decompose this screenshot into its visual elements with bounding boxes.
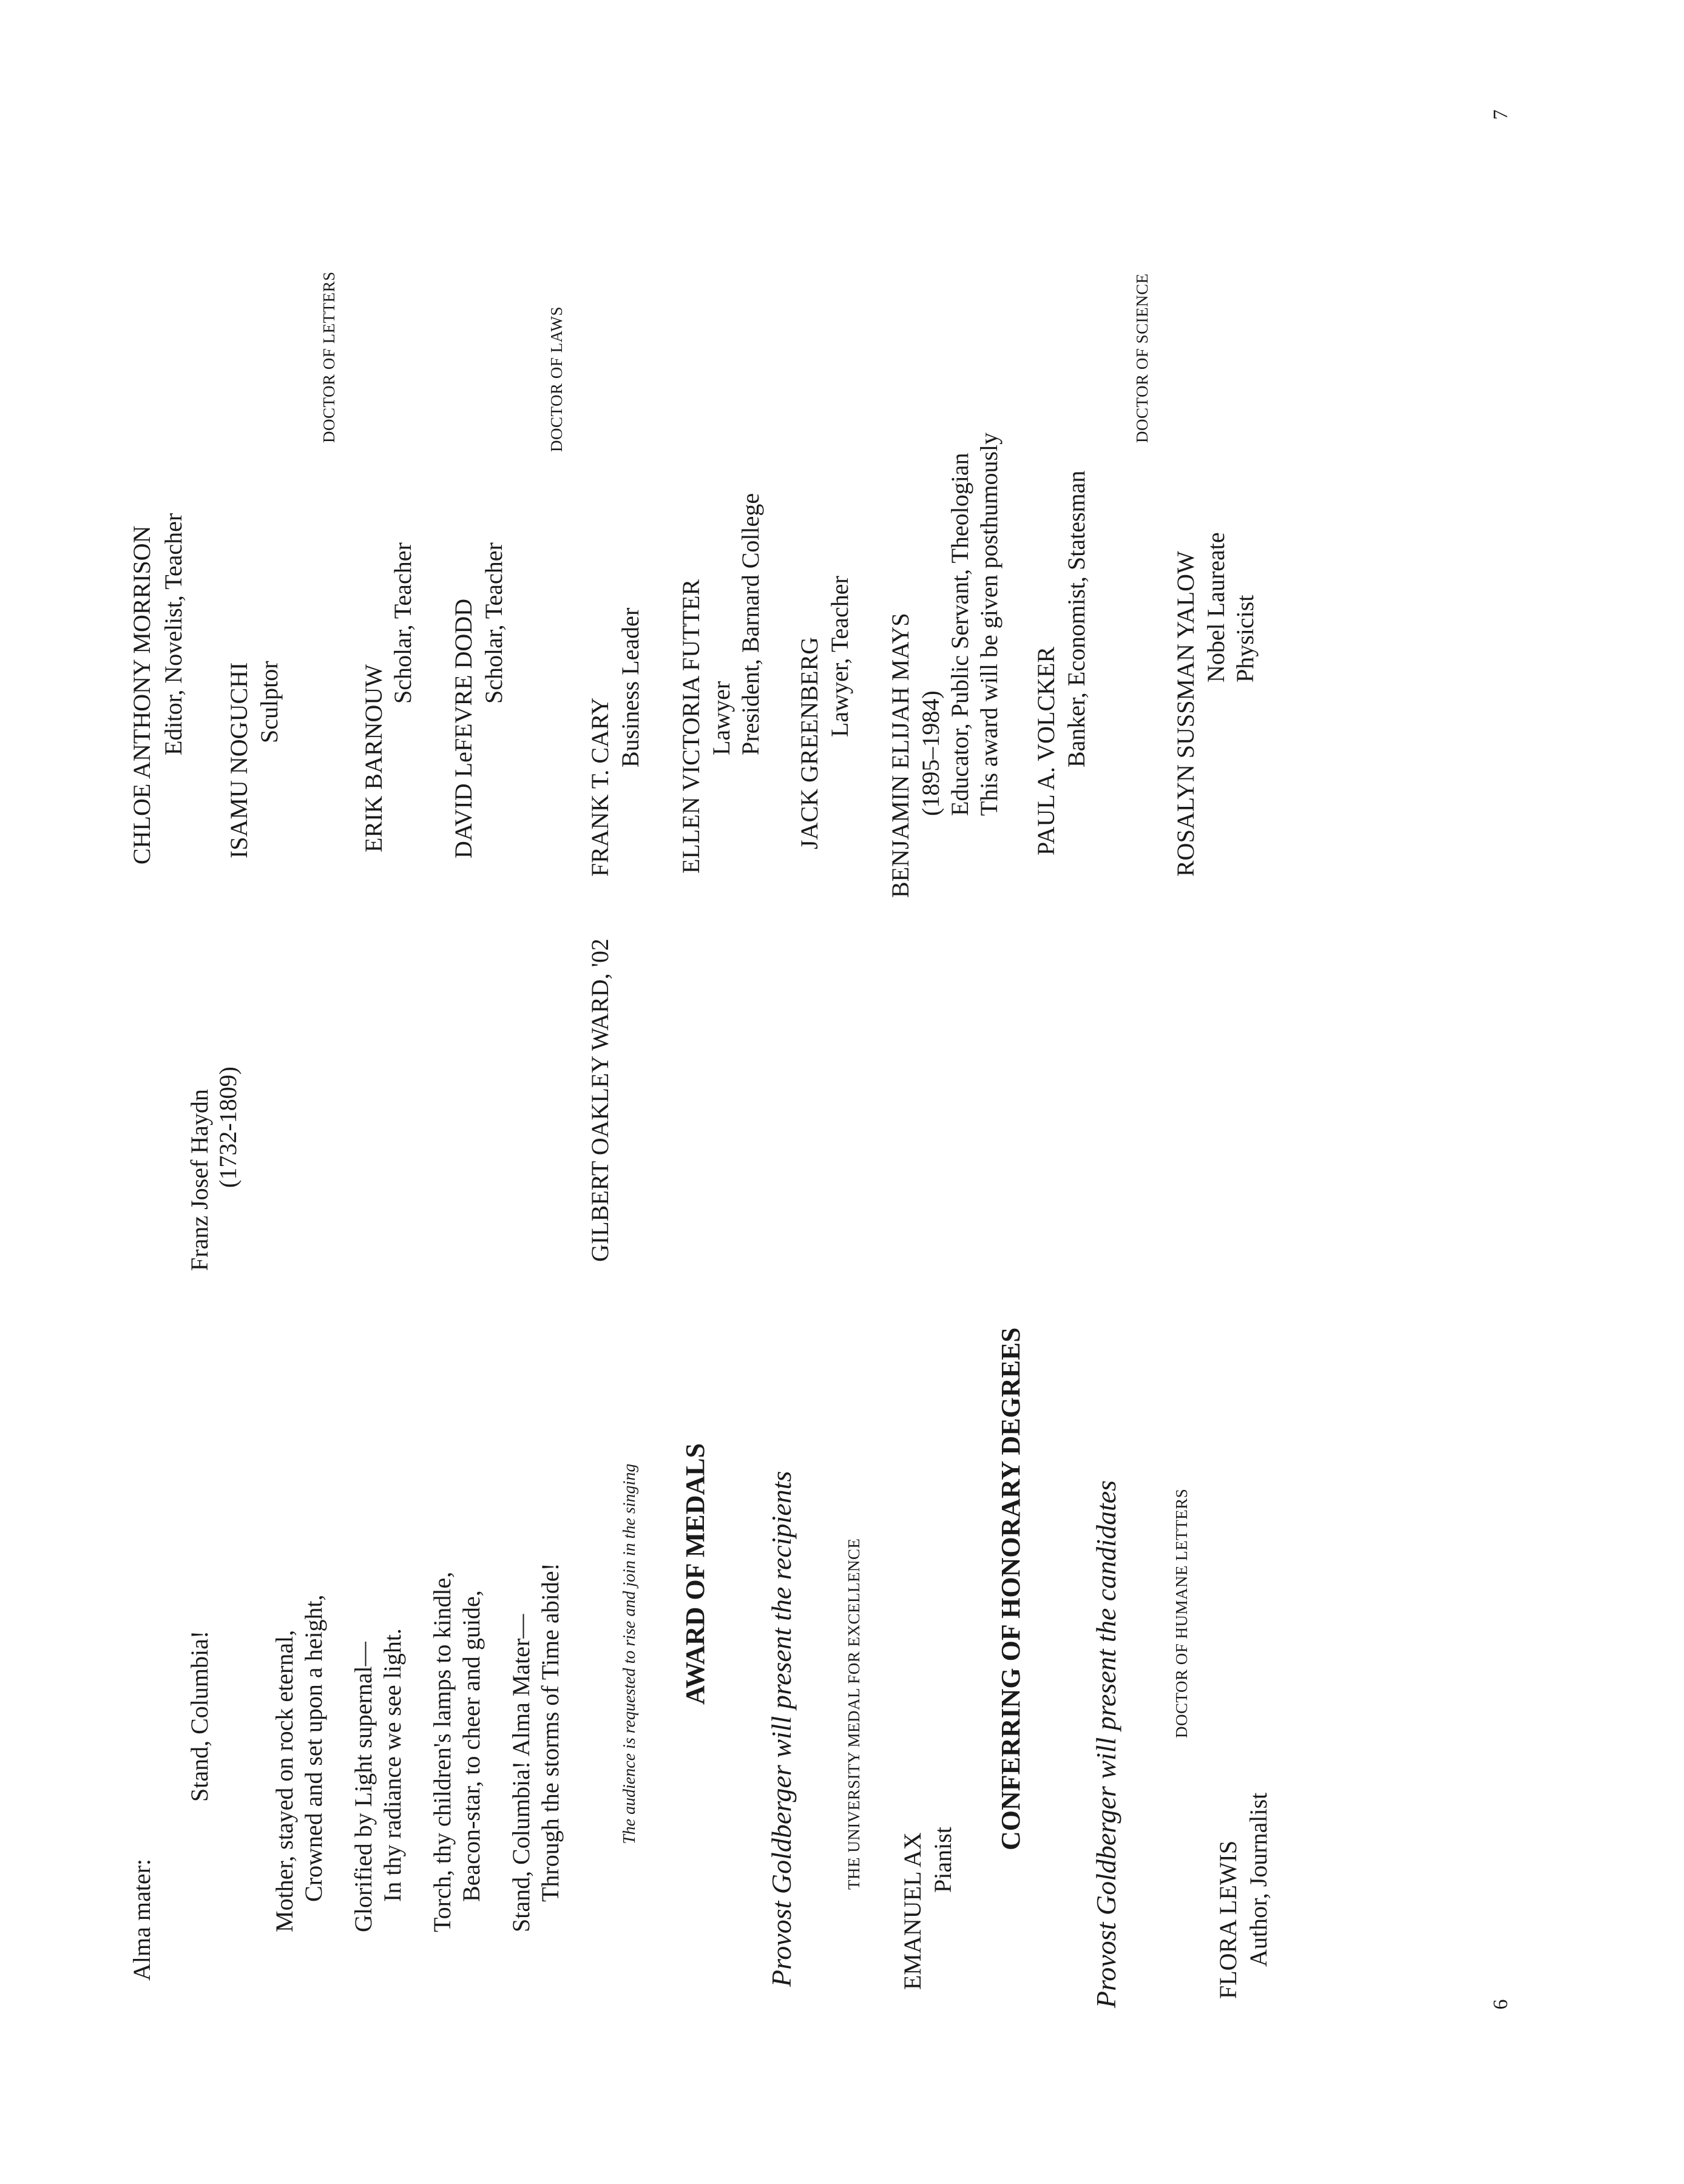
composer-name: Franz Josef Haydn xyxy=(186,1089,213,1271)
stanza-line: Torch, thy children's lamps to kindle, xyxy=(428,1571,456,1932)
honorary-heading: CONFERRING OF HONORARY DEGREES xyxy=(996,1327,1026,1850)
recipient-name: DAVID LeFEVRE DODD xyxy=(450,598,477,858)
recipient-desc: This award will be given posthumously xyxy=(975,432,1003,816)
recipient-desc: Author, Journalist xyxy=(1245,1792,1272,1967)
page-number-left: 6 xyxy=(1489,1999,1512,2010)
recipient-desc: Nobel Laureate xyxy=(1202,532,1229,682)
recipient-desc: Scholar, Teacher xyxy=(389,542,416,704)
recipient-desc: Lawyer, Teacher xyxy=(826,576,853,737)
recipient-name: BENJAMIN ELIJAH MAYS xyxy=(887,613,914,898)
stanza-line: Mother, stayed on rock eternal, xyxy=(271,1630,298,1932)
degree-label-letters: DOCTOR OF LETTERS xyxy=(320,271,338,443)
stanza-line: Glorified by Light supernal— xyxy=(350,1642,377,1932)
recipient-name: PAUL A. VOLCKER xyxy=(1032,646,1060,855)
medal-recipient-name: EMANUEL AX xyxy=(899,1832,926,1990)
alma-mater-title: Stand, Columbia! xyxy=(186,1630,213,1802)
recipient-name: CHLOE ANTHONY MORRISON xyxy=(128,525,155,864)
recipient-name: ISAMU NOGUCHI xyxy=(225,662,252,858)
recipient-name: FRANK T. CARY xyxy=(586,697,614,877)
stanza-line: Through the storms of Time abide! xyxy=(536,1563,564,1902)
stanza-2 xyxy=(349,1628,407,1932)
medal-recipient-desc: Pianist xyxy=(929,1827,956,1893)
stanza-line: Stand, Columbia! Alma Mater— xyxy=(507,1614,535,1932)
recipient-desc: Editor, Novelist, Teacher xyxy=(160,513,187,755)
alma-mater-label: Alma mater: xyxy=(128,1858,155,1981)
stanza-4 xyxy=(507,1563,565,1932)
stanza-3 xyxy=(428,1572,486,1932)
audience-note: The audience is requested to rise and join in the singing xyxy=(620,1463,639,1844)
recipient-desc: Scholar, Teacher xyxy=(480,542,507,704)
stanza-line: Crowned and set upon a height, xyxy=(300,1594,327,1902)
recipient-desc: (1895–1984) xyxy=(917,690,944,816)
stanza-line: Beacon-star, to cheer and guide, xyxy=(458,1590,485,1902)
recipient-desc-block xyxy=(1202,532,1260,682)
recipient-desc-block xyxy=(916,433,1004,816)
recipient-desc: Educator, Public Servant, Theologian xyxy=(946,453,973,816)
recipient-desc: President, Barnard College xyxy=(737,493,764,755)
alma-mater-author: GILBERT OAKLEY WARD, '02 xyxy=(586,939,614,1262)
recipient-desc: Lawyer xyxy=(708,681,735,755)
page-number-right: 7 xyxy=(1489,109,1512,120)
recipient-desc-block xyxy=(707,493,765,755)
composer-dates: (1732-1809) xyxy=(214,1067,242,1188)
recipient-name: ERIK BARNOUW xyxy=(360,664,387,852)
stanza-line: In thy radiance we see light. xyxy=(379,1628,406,1902)
degree-label-science: DOCTOR OF SCIENCE xyxy=(1133,273,1151,443)
medal-category: THE UNIVERSITY MEDAL FOR EXCELLENCE xyxy=(845,1538,863,1890)
recipient-desc: Sculptor xyxy=(255,661,283,743)
stanza-1 xyxy=(270,1594,328,1932)
recipient-desc: Business Leader xyxy=(617,607,644,767)
honorary-presenter: Provost Goldberger will present the candidates xyxy=(1091,1480,1121,2008)
recipient-desc: Physicist xyxy=(1231,595,1259,682)
recipient-name: ELLEN VICTORIA FUTTER xyxy=(677,579,705,874)
recipient-desc: Banker, Economist, Statesman xyxy=(1063,470,1090,767)
medals-presenter: Provost Goldberger will present the recipients xyxy=(766,1471,797,1987)
recipient-name: JACK GREENBERG xyxy=(796,636,823,849)
medals-heading: AWARD OF MEDALS xyxy=(680,1443,710,1705)
recipient-name: ROSALYN SUSSMAN YALOW xyxy=(1172,551,1199,877)
degree-label-laws: DOCTOR OF LAWS xyxy=(547,306,566,452)
recipient-name: FLORA LEWIS xyxy=(1214,1840,1242,1999)
degree-label-humane-letters: DOCTOR OF HUMANE LETTERS xyxy=(1172,1488,1191,1738)
